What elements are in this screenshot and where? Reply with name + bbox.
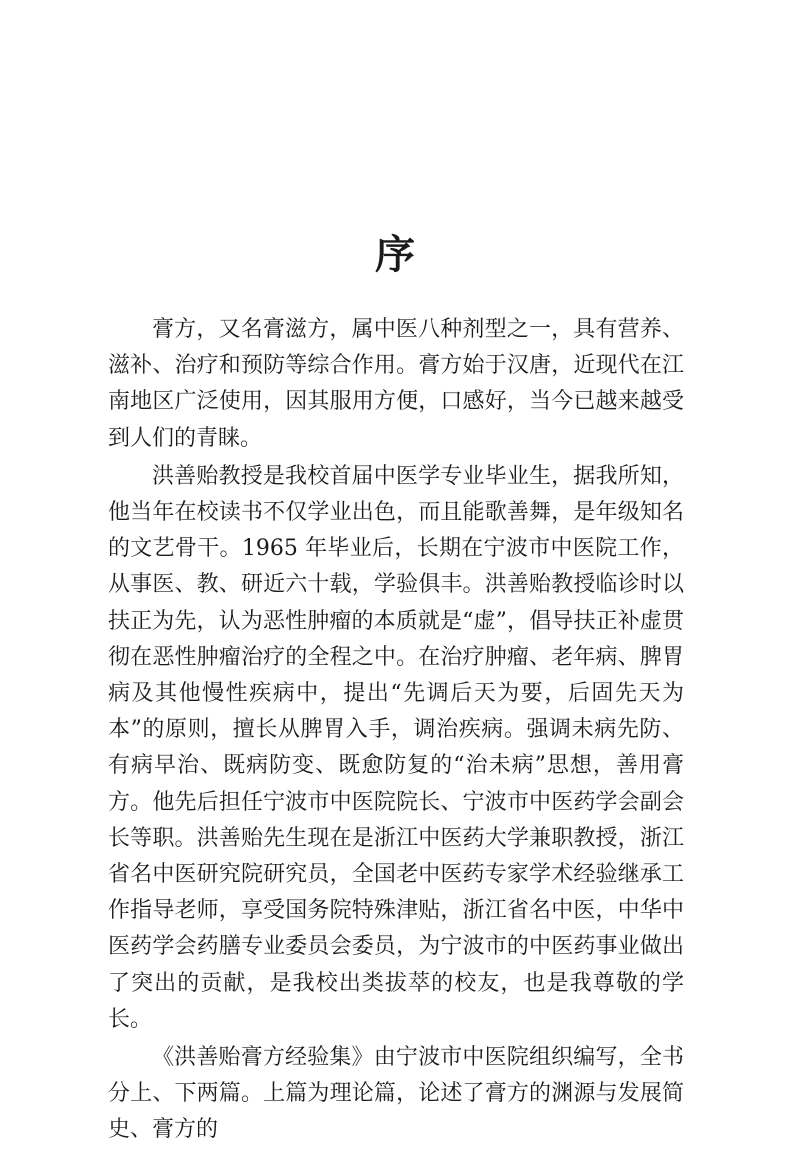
paragraph-1: 膏方，又名膏滋方，属中医八种剂型之一，具有营养、滋补、治疗和预防等综合作用。膏方始于汉唐，近现代在江南地区广泛使用，因其服用方便，口感好，当今已越来越受到人们的青睐。 xyxy=(108,317,684,451)
paragraph-2: 洪善贻教授是我校首届中医学专业毕业生，据我所知，他当年在校读书不仅学业出色，而且能歌善舞，是年级知名的文艺骨干。1965 年毕业后，长期在宁波市中医院工作，从事医、教、研近六十载，学验俱丰。洪善贻教授临诊时以扶正为先，认为恶性肿瘤的本质就是“虚”，倡导扶正补虚贯彻在恶性肿瘤治疗的全程之中。在治疗肿瘤、老年病、脾胃病及其他慢性疾病中，提出“先调后天为要，后固先天为本”的原则，擅长从脾胃入手，调治疾病。强调未病先防、有病早治、既病防变、既愈防复的“治未病”思想，善用膏方。他先后担任宁波市中医院院长、宁波市中医药学会副会长等职。洪善贻先生现在是浙江中医药大学兼职教授，浙江省名中医研究院研究员，全国老中医药专家学术经验继承工作指导老师，享受国务院特殊津贴，浙江省名中医，中华中医药学会药膳专业委员会委员，为宁波市的中医药事业做出了突出的贡献，是我校出类拔萃的校友，也是我尊敬的学长。 xyxy=(108,463,684,1032)
body-text xyxy=(108,312,684,1151)
paragraph-3: 《洪善贻膏方经验集》由宁波市中医院组织编写，全书分上、下两篇。上篇为理论篇，论述了膏方的渊源与发展简史、膏方的 xyxy=(108,1045,684,1143)
page-title: 序 xyxy=(375,230,415,278)
